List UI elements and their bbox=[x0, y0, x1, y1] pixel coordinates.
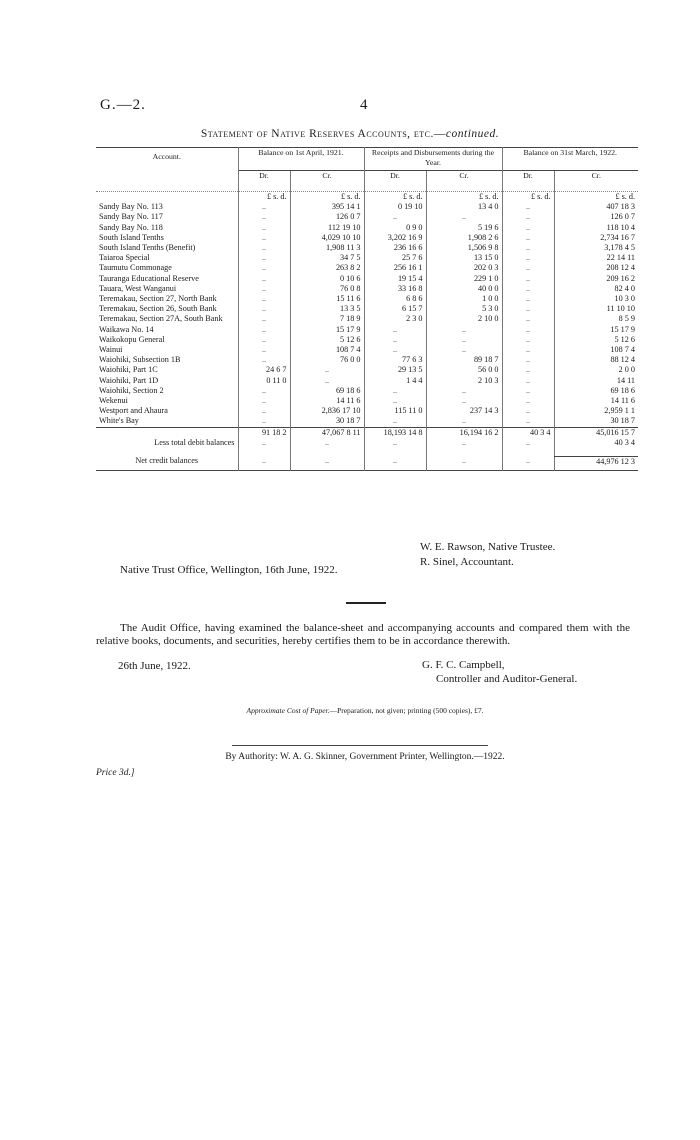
less-debit-row bbox=[96, 438, 638, 456]
signature-block bbox=[420, 540, 555, 570]
less-debit-cell: .. bbox=[502, 438, 554, 456]
account-name: Waikokopu General bbox=[99, 334, 165, 344]
unit-label: £ s. d. bbox=[502, 192, 554, 203]
amount-cell: .. bbox=[502, 345, 554, 355]
amount-cell: .. bbox=[502, 314, 554, 324]
table-group-header bbox=[96, 148, 638, 171]
table-row bbox=[96, 335, 638, 345]
amount-cell: 1 0 0 bbox=[426, 294, 502, 304]
amount-cell: 34 7 5 bbox=[290, 253, 364, 263]
amount-cell: 0 11 0 bbox=[238, 376, 290, 386]
amount-cell: .. bbox=[502, 365, 554, 375]
accountant-signature: R. Sinel, Accountant. bbox=[420, 556, 514, 568]
amount-cell: 88 12 4 bbox=[554, 355, 638, 365]
amount-cell: .. bbox=[238, 233, 290, 243]
auditor-name: G. F. C. Campbell, bbox=[422, 659, 505, 671]
amount-cell: 126 0 7 bbox=[554, 212, 638, 222]
account-name: South Island Tenths bbox=[99, 232, 164, 242]
amount-cell: .. bbox=[238, 406, 290, 416]
less-debit-cell: .. bbox=[426, 438, 502, 456]
amount-cell: .. bbox=[364, 396, 426, 406]
amount-cell: 115 11 0 bbox=[364, 406, 426, 416]
amount-cell: 15 17 9 bbox=[554, 325, 638, 335]
amount-cell: 108 7 4 bbox=[554, 345, 638, 355]
amount-cell: 13 3 5 bbox=[290, 304, 364, 314]
amount-cell: .. bbox=[364, 335, 426, 345]
statement-title bbox=[0, 128, 700, 140]
account-name: Wainui bbox=[99, 345, 123, 355]
amount-cell: .. bbox=[238, 223, 290, 233]
total-cell: 47,067 8 11 bbox=[290, 427, 364, 438]
amount-cell: 6 15 7 bbox=[364, 304, 426, 314]
amount-cell: 5 3 0 bbox=[426, 304, 502, 314]
amount-cell: 237 14 3 bbox=[426, 406, 502, 416]
table-row bbox=[96, 365, 638, 375]
total-cell: 18,193 14 8 bbox=[364, 427, 426, 438]
amount-cell: .. bbox=[238, 345, 290, 355]
amount-cell: 208 12 4 bbox=[554, 263, 638, 273]
document-code: G.—2. bbox=[100, 97, 146, 113]
office-date-line: Native Trust Office, Wellington, 16th June, 1922. bbox=[120, 564, 338, 576]
table-row bbox=[96, 314, 638, 324]
amount-cell: 1 4 4 bbox=[364, 376, 426, 386]
account-name: Taumutu Commonage bbox=[99, 263, 172, 273]
trustee-signature: W. E. Rawson, Native Trustee. bbox=[420, 541, 556, 553]
total-cell: 91 18 2 bbox=[238, 427, 290, 438]
table-row bbox=[96, 386, 638, 396]
amount-cell: 126 0 7 bbox=[290, 212, 364, 222]
amount-cell: 3,202 16 9 bbox=[364, 233, 426, 243]
amount-cell: 6 8 6 bbox=[364, 294, 426, 304]
amount-cell: 1,908 2 6 bbox=[426, 233, 502, 243]
amount-cell: 19 15 4 bbox=[364, 274, 426, 284]
subheader-dr: Dr. bbox=[238, 171, 290, 192]
net-credit-row bbox=[96, 456, 638, 471]
amount-cell: .. bbox=[238, 416, 290, 427]
table-row bbox=[96, 355, 638, 365]
auditor-title: Controller and Auditor-General. bbox=[436, 673, 578, 685]
amount-cell: 8 5 9 bbox=[554, 314, 638, 324]
account-name: White's Bay bbox=[99, 416, 139, 426]
units-row bbox=[96, 192, 638, 203]
table-row bbox=[96, 233, 638, 243]
amount-cell: .. bbox=[502, 284, 554, 294]
account-name: South Island Tenths (Benefit) bbox=[99, 243, 196, 253]
account-name: Taiaroa Special bbox=[99, 253, 150, 263]
amount-cell: .. bbox=[502, 212, 554, 222]
net-credit-cell: .. bbox=[364, 456, 426, 471]
amount-cell: .. bbox=[364, 325, 426, 335]
table-row bbox=[96, 416, 638, 427]
accounts-table bbox=[96, 147, 638, 471]
amount-cell: 29 13 5 bbox=[364, 365, 426, 375]
amount-cell: 14 11 6 bbox=[290, 396, 364, 406]
amount-cell: 2 0 0 bbox=[554, 365, 638, 375]
subheader-cr: Cr. bbox=[426, 171, 502, 192]
amount-cell: .. bbox=[238, 202, 290, 212]
amount-cell: 263 8 2 bbox=[290, 263, 364, 273]
amount-cell: 25 7 6 bbox=[364, 253, 426, 263]
subheader-cr: Cr. bbox=[290, 171, 364, 192]
amount-cell: 2 10 0 bbox=[426, 314, 502, 324]
unit-label: £ s. d. bbox=[364, 192, 426, 203]
amount-cell: 5 12 6 bbox=[554, 335, 638, 345]
amount-cell: 2,734 16 7 bbox=[554, 233, 638, 243]
amount-cell: .. bbox=[238, 325, 290, 335]
amount-cell: 14 11 bbox=[554, 376, 638, 386]
account-name: Waikawa No. 14 bbox=[99, 324, 154, 334]
amount-cell: 395 14 1 bbox=[290, 202, 364, 212]
account-name: Westport and Ahaura bbox=[99, 406, 168, 416]
cost-text: —Preparation, not given; printing (500 copies), £7. bbox=[329, 706, 484, 715]
table-row bbox=[96, 263, 638, 273]
amount-cell: 0 9 0 bbox=[364, 223, 426, 233]
amount-cell: 4,029 10 10 bbox=[290, 233, 364, 243]
amount-cell: .. bbox=[238, 294, 290, 304]
totals-row bbox=[96, 427, 638, 438]
amount-cell: .. bbox=[238, 355, 290, 365]
group-header-closing: Balance on 31st March, 1922. bbox=[502, 148, 638, 171]
amount-cell: .. bbox=[364, 345, 426, 355]
account-name: Teremakau, Section 27, North Bank bbox=[99, 294, 217, 304]
cost-label: Approximate Cost of Paper. bbox=[246, 706, 330, 715]
account-name: Waiohiki, Part 1C bbox=[99, 365, 158, 375]
account-name: Teremakau, Section 27A, South Bank bbox=[99, 314, 223, 324]
amount-cell: .. bbox=[502, 223, 554, 233]
amount-cell: 202 0 3 bbox=[426, 263, 502, 273]
amount-cell: 0 10 6 bbox=[290, 274, 364, 284]
table-row bbox=[96, 202, 638, 212]
amount-cell: .. bbox=[426, 335, 502, 345]
amount-cell: .. bbox=[502, 406, 554, 416]
cost-note bbox=[0, 706, 700, 715]
unit-label: £ s. d. bbox=[238, 192, 290, 203]
amount-cell: 7 18 9 bbox=[290, 314, 364, 324]
amount-cell: 89 18 7 bbox=[426, 355, 502, 365]
amount-cell: 2 10 3 bbox=[426, 376, 502, 386]
account-name: Tauara, West Wanganui bbox=[99, 283, 177, 293]
account-name: Waiohiki, Section 2 bbox=[99, 385, 164, 395]
amount-cell: .. bbox=[290, 365, 364, 375]
amount-cell: .. bbox=[238, 212, 290, 222]
amount-cell: .. bbox=[238, 396, 290, 406]
amount-cell: .. bbox=[502, 355, 554, 365]
amount-cell: .. bbox=[502, 325, 554, 335]
amount-cell: 69 18 6 bbox=[290, 386, 364, 396]
table-row bbox=[96, 396, 638, 406]
net-credit-cell: 44,976 12 3 bbox=[554, 456, 638, 471]
amount-cell: 15 11 6 bbox=[290, 294, 364, 304]
amount-cell: 229 1 0 bbox=[426, 274, 502, 284]
amount-cell: 56 0 0 bbox=[426, 365, 502, 375]
amount-cell: .. bbox=[502, 376, 554, 386]
account-name: Tauranga Educational Reserve bbox=[99, 273, 199, 283]
amount-cell: .. bbox=[502, 274, 554, 284]
account-column-header: Account. bbox=[96, 148, 238, 192]
net-credit-cell: .. bbox=[502, 456, 554, 471]
amount-cell: .. bbox=[426, 325, 502, 335]
amount-cell: 112 19 10 bbox=[290, 223, 364, 233]
amount-cell: .. bbox=[238, 335, 290, 345]
amount-cell: .. bbox=[502, 243, 554, 253]
account-name: Waiohiki, Subsection 1B bbox=[99, 355, 181, 365]
title-main: Statement of Native Reserves Accounts, etc.— bbox=[200, 128, 446, 140]
group-header-opening: Balance on 1st April, 1921. bbox=[238, 148, 364, 171]
amount-cell: 236 16 6 bbox=[364, 243, 426, 253]
amount-cell: .. bbox=[238, 386, 290, 396]
unit-label: £ s. d. bbox=[426, 192, 502, 203]
amount-cell: 76 0 0 bbox=[290, 355, 364, 365]
net-credit-cell: .. bbox=[290, 456, 364, 471]
table-row bbox=[96, 284, 638, 294]
table-body bbox=[96, 202, 638, 427]
less-debit-cell: .. bbox=[364, 438, 426, 456]
total-cell: 16,194 16 2 bbox=[426, 427, 502, 438]
amount-cell: 0 19 10 bbox=[364, 202, 426, 212]
amount-cell: .. bbox=[290, 376, 364, 386]
amount-cell: 1,506 9 8 bbox=[426, 243, 502, 253]
unit-label: £ s. d. bbox=[290, 192, 364, 203]
page-number: 4 bbox=[360, 97, 368, 113]
subheader-dr: Dr. bbox=[364, 171, 426, 192]
amount-cell: .. bbox=[426, 212, 502, 222]
amount-cell: .. bbox=[502, 386, 554, 396]
less-debit-cell: .. bbox=[238, 438, 290, 456]
amount-cell: 5 19 6 bbox=[426, 223, 502, 233]
amount-cell: .. bbox=[426, 396, 502, 406]
amount-cell: 108 7 4 bbox=[290, 345, 364, 355]
account-name: Sandy Bay No. 117 bbox=[99, 212, 163, 222]
amount-cell: .. bbox=[238, 263, 290, 273]
price-note: Price 3d.] bbox=[96, 768, 135, 778]
amount-cell: .. bbox=[502, 304, 554, 314]
amount-cell: 30 18 7 bbox=[290, 416, 364, 427]
footer-rule bbox=[232, 745, 488, 746]
net-credit-cell: .. bbox=[426, 456, 502, 471]
amount-cell: 13 4 0 bbox=[426, 202, 502, 212]
amount-cell: 11 10 10 bbox=[554, 304, 638, 314]
less-debit-cell: .. bbox=[290, 438, 364, 456]
amount-cell: .. bbox=[502, 253, 554, 263]
account-name: Teremakau, Section 26, South Bank bbox=[99, 304, 217, 314]
amount-cell: .. bbox=[502, 202, 554, 212]
table-row bbox=[96, 274, 638, 284]
amount-cell: 22 14 11 bbox=[554, 253, 638, 263]
table-row bbox=[96, 253, 638, 263]
table-row bbox=[96, 406, 638, 416]
amount-cell: .. bbox=[502, 396, 554, 406]
amount-cell: 2 3 0 bbox=[364, 314, 426, 324]
amount-cell: 3,178 4 5 bbox=[554, 243, 638, 253]
account-name: Sandy Bay No. 113 bbox=[99, 202, 163, 212]
amount-cell: .. bbox=[238, 243, 290, 253]
account-name: Waiohiki, Part 1D bbox=[99, 375, 159, 385]
unit-label: £ s. d. bbox=[554, 192, 638, 203]
table-row bbox=[96, 223, 638, 233]
subheader-cr: Cr. bbox=[554, 171, 638, 192]
amount-cell: 13 15 0 bbox=[426, 253, 502, 263]
net-credit-cell: .. bbox=[238, 456, 290, 471]
table-row bbox=[96, 243, 638, 253]
amount-cell: 2,836 17 10 bbox=[290, 406, 364, 416]
amount-cell: 33 16 8 bbox=[364, 284, 426, 294]
amount-cell: 407 18 3 bbox=[554, 202, 638, 212]
amount-cell: .. bbox=[502, 294, 554, 304]
amount-cell: 209 16 2 bbox=[554, 274, 638, 284]
amount-cell: .. bbox=[238, 304, 290, 314]
amount-cell: .. bbox=[426, 345, 502, 355]
audit-date: 26th June, 1922. bbox=[118, 660, 191, 672]
amount-cell: .. bbox=[238, 274, 290, 284]
amount-cell: 24 6 7 bbox=[238, 365, 290, 375]
amount-cell: .. bbox=[364, 416, 426, 427]
table-row bbox=[96, 212, 638, 222]
table-row bbox=[96, 325, 638, 335]
group-header-receipts: Receipts and Disbursements during the Year. bbox=[364, 148, 502, 171]
total-cell: 45,016 15 7 bbox=[554, 427, 638, 438]
account-name: Wekenui bbox=[99, 396, 128, 406]
table-row bbox=[96, 304, 638, 314]
amount-cell: 76 0 8 bbox=[290, 284, 364, 294]
amount-cell: 1,908 11 3 bbox=[290, 243, 364, 253]
amount-cell: 256 16 1 bbox=[364, 263, 426, 273]
amount-cell: 40 0 0 bbox=[426, 284, 502, 294]
amount-cell: 10 3 0 bbox=[554, 294, 638, 304]
auditor-block bbox=[422, 658, 577, 686]
amount-cell: 77 6 3 bbox=[364, 355, 426, 365]
amount-cell: .. bbox=[502, 416, 554, 427]
amount-cell: 14 11 6 bbox=[554, 396, 638, 406]
amount-cell: 5 12 6 bbox=[290, 335, 364, 345]
amount-cell: .. bbox=[364, 212, 426, 222]
amount-cell: .. bbox=[502, 335, 554, 345]
amount-cell: 118 10 4 bbox=[554, 223, 638, 233]
amount-cell: .. bbox=[238, 284, 290, 294]
amount-cell: .. bbox=[238, 253, 290, 263]
less-debit-label: Less total debit balances bbox=[154, 437, 235, 447]
amount-cell: 2,959 1 1 bbox=[554, 406, 638, 416]
net-credit-label: Net credit balances bbox=[135, 456, 199, 466]
amount-cell: .. bbox=[426, 386, 502, 396]
amount-cell: 82 4 0 bbox=[554, 284, 638, 294]
account-name: Sandy Bay No. 118 bbox=[99, 222, 163, 232]
authority-line: By Authority: W. A. G. Skinner, Government Printer, Wellington.—1922. bbox=[225, 752, 505, 762]
total-cell: 40 3 4 bbox=[502, 427, 554, 438]
table-row bbox=[96, 294, 638, 304]
amount-cell: .. bbox=[502, 263, 554, 273]
section-divider bbox=[346, 602, 386, 604]
subheader-dr: Dr. bbox=[502, 171, 554, 192]
table-row bbox=[96, 376, 638, 386]
title-continued: continued. bbox=[445, 128, 500, 140]
amount-cell: .. bbox=[364, 386, 426, 396]
amount-cell: 15 17 9 bbox=[290, 325, 364, 335]
amount-cell: .. bbox=[502, 233, 554, 243]
audit-certificate-text: The Audit Office, having examined the balance-sheet and accompanying accounts and compared them with the relative books, documents, and securities, hereby certifies them to be in accordance therewith. bbox=[96, 622, 630, 647]
amount-cell: .. bbox=[238, 314, 290, 324]
amount-cell: .. bbox=[426, 416, 502, 427]
less-debit-cell: 40 3 4 bbox=[554, 438, 638, 456]
table-row bbox=[96, 345, 638, 355]
amount-cell: 30 18 7 bbox=[554, 416, 638, 427]
amount-cell: 69 18 6 bbox=[554, 386, 638, 396]
